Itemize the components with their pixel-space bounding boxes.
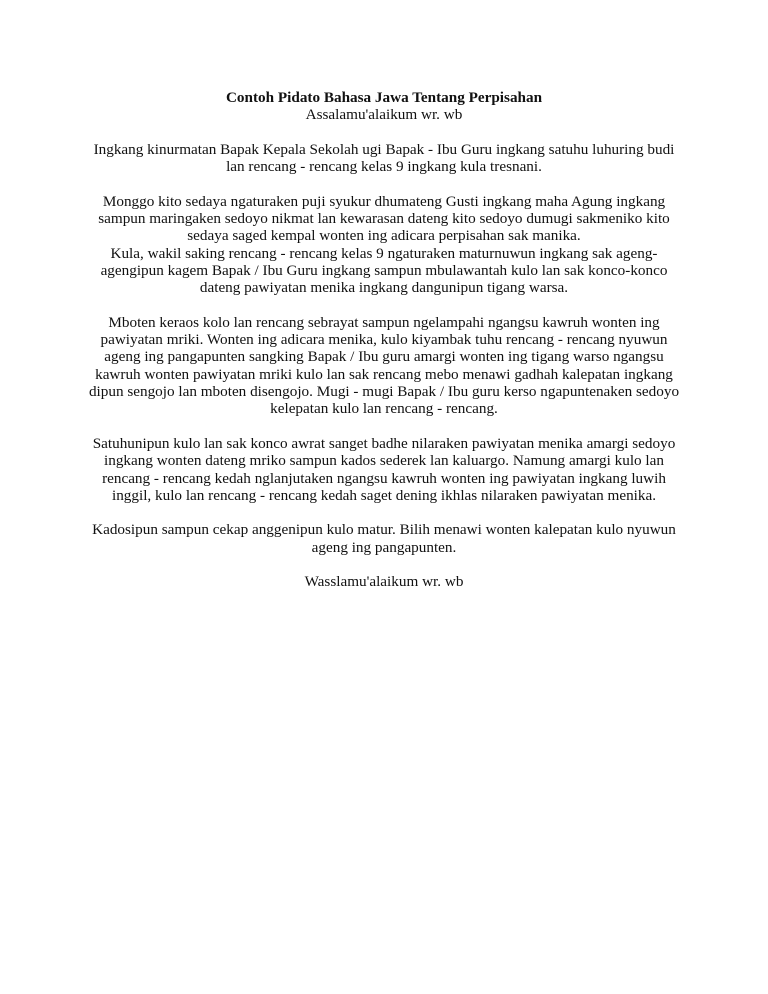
text-line: rencang - rencang kedah nglanjutaken ngangsu kawruh wonten ing pawiyatan ingkang luwih: [102, 469, 666, 487]
paragraph-conclusion: [80, 521, 688, 556]
text-line: Mboten keraos kolo lan rencang sebrayat sampun ngelampahi ngangsu kawruh wonten ing: [108, 313, 660, 331]
text-line: pawiyatan mriki. Wonten ing adicara menika, kulo kiyambak tuhu rencang - rencang nyuwun: [100, 331, 668, 349]
text-line: dateng pawiyatan menika ingkang dangunipun tigang warsa.: [199, 279, 569, 297]
document-page: [80, 89, 688, 591]
text-line: Kadosipun sampun cekap anggenipun kulo matur. Bilih menawi wonten kalepatan kulo nyuwun: [92, 521, 676, 539]
paragraph-salutation: [80, 141, 688, 176]
text-line: Ingkang kinurmatan Bapak Kepala Sekolah ugi Bapak - Ibu Guru ingkang satuhu luhuring budi: [93, 140, 675, 158]
text-line: ageng ing pangapunten sangking Bapak / Ibu guru amargi wonten ing tigang warso ngangsu: [104, 348, 664, 366]
text-line: kelepatan kulo lan rencang - rencang.: [270, 400, 498, 418]
text-line: Monggo kito sedaya ngaturaken puji syukur dhumateng Gusti ingkang maha Agung ingkang: [102, 192, 666, 210]
text-line: sampun maringaken sedoyo nikmat lan kewarasan dateng kito sedoyo dumugi sakmeniko kito: [98, 210, 670, 228]
text-line: kawruh wonten pawiyatan mriki kulo lan sak rencang mebo menawi gadhah kalepatan ingkang: [95, 365, 673, 383]
paragraph-farewell: [80, 435, 688, 504]
text-line: lan rencang - rencang kelas 9 ingkang kula tresnani.: [226, 158, 542, 176]
text-line: agengipun kagem Bapak / Ibu Guru ingkang sampun mbulawantah kulo lan sak konco-konco: [100, 261, 668, 279]
text-line: sedaya saged kempal wonten ing adicara perpisahan sak manika.: [187, 227, 581, 245]
paragraph-gratitude: [80, 193, 688, 297]
text-line: Kula, wakil saking rencang - rencang kelas 9 ngaturaken maturnuwun ingkang sak ageng-: [110, 244, 658, 262]
text-line: ageng ing pangapunten.: [311, 538, 457, 556]
text-line: ingkang wonten dateng mriko sampun kados sederek lan kaluargo. Namung amargi kulo lan: [104, 452, 664, 470]
text-line: Satuhunipun kulo lan sak konco awrat sanget badhe nilaraken pawiyatan menika amargi sedoyo: [92, 434, 676, 452]
text-line: inggil, kulo lan rencang - rencang kedah saget dening ikhlas nilaraken pawiyatan menika.: [111, 486, 657, 504]
opening-greeting: Assalamu'alaikum wr. wb: [305, 106, 463, 124]
text-line: dipun sengojo lan mboten disengojo. Mugi - mugi Bapak / Ibu guru kerso ngapuntenaken sedoyo: [88, 383, 680, 401]
document-title: Contoh Pidato Bahasa Jawa Tentang Perpisahan: [225, 89, 543, 106]
closing-greeting: Wasslamu'alaikum wr. wb: [304, 573, 464, 591]
paragraph-apology: [80, 314, 688, 418]
